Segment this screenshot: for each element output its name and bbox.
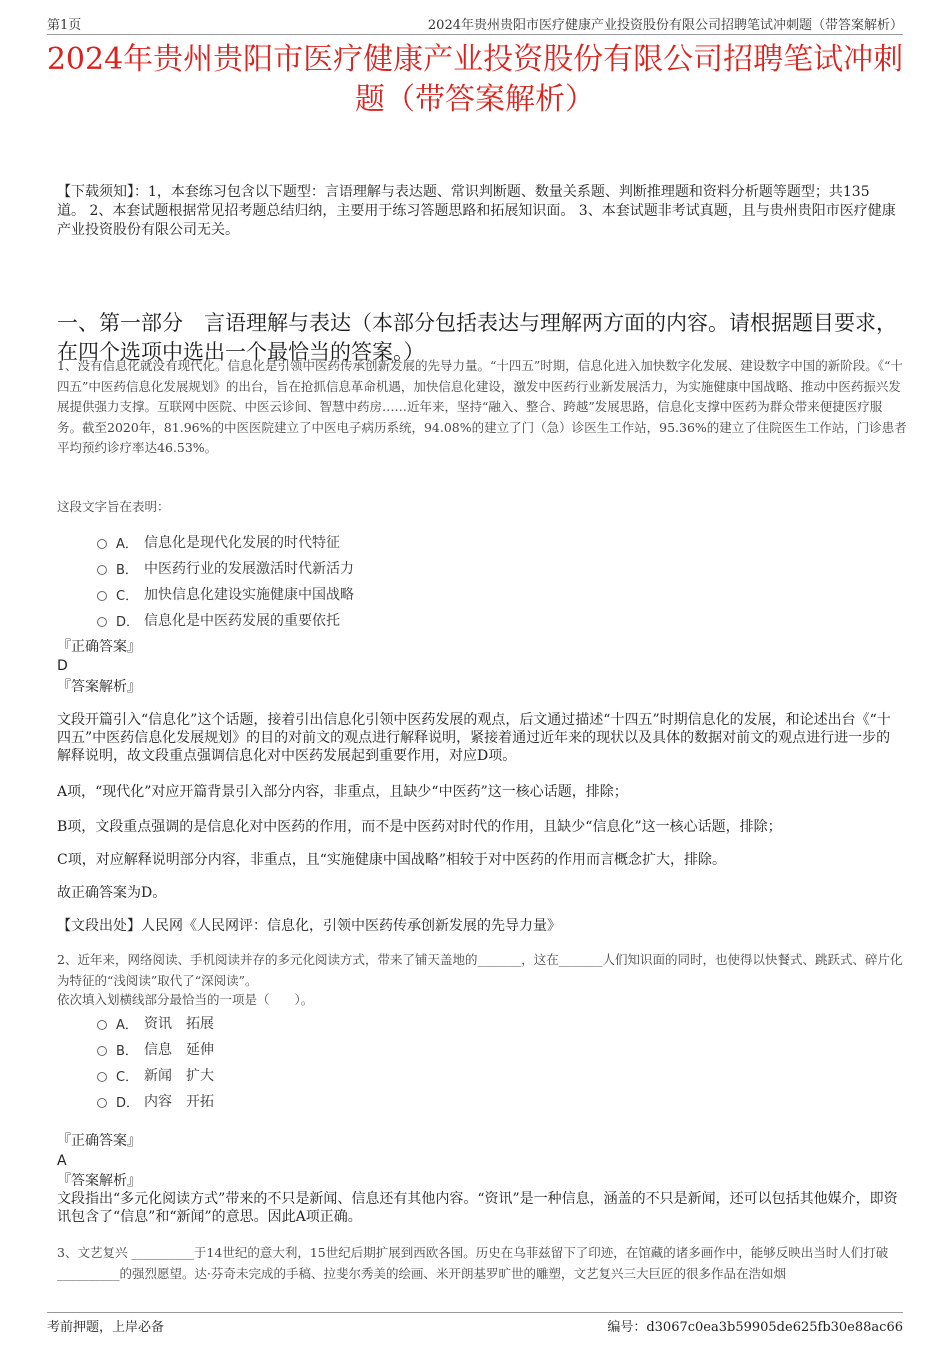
q2-analysis: 文段指出“多元化阅读方式”带来的不只是新闻、信息还有其他内容。“资讯”是一种信息，涵盖的不只是新闻，还可以包括其他媒介，即资讯包含了“信息”和“新闻”的意思。因此A项正确。	[57, 1191, 898, 1225]
q1-prompt: 这段文字旨在表明：	[57, 499, 170, 514]
radio-icon[interactable]	[97, 1020, 107, 1030]
q1-analysis-main: 文段开篇引入“信息化”这个话题，接着引出信息化引领中医药发展的观点，后文通过描述“十四五”时期信息化的发展，和论述出台《“十四五”中医药信息化发展规划》的目的对前文的观点进行解释说明，紧接着通过近年来的现状以及具体的数据对前文的观点进行进一步的解释说明，故文段重点强调信息化对中医药发展起到重要作用，对应D项。	[57, 712, 891, 764]
q1-source: 【文段出处】人民网《人民网评：信息化，引领中医药传承创新发展的先导力量》	[57, 918, 561, 934]
q1-analysis-a: A项，“现代化”对应开篇背景引入部分内容，非重点，且缺少“中医药”这一核心话题，排除；	[57, 784, 628, 800]
radio-icon[interactable]	[97, 1098, 107, 1108]
q2-option-b[interactable]: B． 信息 延伸	[97, 1036, 214, 1062]
q1-option-a[interactable]: A． 信息化是现代化发展的时代特征	[97, 529, 354, 555]
radio-icon[interactable]	[97, 1072, 107, 1082]
q2-options	[97, 1010, 214, 1114]
q1-option-d[interactable]: D． 信息化是中医药发展的重要依托	[97, 607, 354, 633]
section-title: 一、第一部分 言语理解与表达（本部分包括表达与理解两方面的内容。请根据题目要求，在四个选项中选出一个最恰当的答案。）	[57, 311, 897, 364]
radio-icon[interactable]	[97, 591, 107, 601]
header-doc-title: 2024年贵州贵阳市医疗健康产业投资股份有限公司招聘笔试冲刺题（带答案解析）	[427, 18, 903, 33]
q1-text: 1、没有信息化就没有现代化。信息化是引领中医药传承创新发展的先导力量。“十四五”时期，信息化进入加快数字化发展、建设数字中国的新阶段。《“十四五”中医药信息化发展规划》的出台，旨在抢抓信息革命机遇，加快信息化建设，激发中医药行业新发展活力，为实施健康中国战略、推动中医药振兴发展提供强力支撑。互联网中医院、中医云诊间、智慧中药房……近年来，坚持“融入、整合、跨越”发展思路，信息化支撑中医药为群众带来便捷医疗服务。截至2020年，81.96%的中医医院建立了中医电子病历系统，94.08%的建立了门（急）诊医生工作站，95.36%的建立了住院医生工作站，门诊患者平均预约诊疗率达46.53%。	[57, 358, 907, 455]
q2-option-a[interactable]: A． 资讯 拓展	[97, 1010, 214, 1036]
radio-icon[interactable]	[97, 539, 107, 549]
q2-option-d[interactable]: D． 内容 开拓	[97, 1088, 214, 1114]
q2-prompt: 依次填入划横线部分最恰当的一项是（ ）。	[57, 992, 314, 1007]
footer-slogan: 考前押题，上岸必备	[47, 1320, 165, 1335]
q2-analysis-label: 『答案解析』	[57, 1173, 141, 1189]
page-footer	[47, 1312, 903, 1335]
page-header	[47, 12, 903, 35]
q1-option-b[interactable]: B． 中医药行业的发展激活时代新活力	[97, 555, 354, 581]
q1-analysis-label: 『答案解析』	[57, 679, 141, 695]
radio-icon[interactable]	[97, 1046, 107, 1056]
q1-option-c[interactable]: C． 加快信息化建设实施健康中国战略	[97, 581, 354, 607]
q1-answer: D	[57, 658, 68, 674]
footer-code: 编号：d3067c0ea3b59905de625fb30e88ac66	[607, 1320, 903, 1335]
q1-answer-label: 『正确答案』	[57, 639, 141, 655]
q1-options	[97, 529, 354, 633]
download-notice: 【下载须知】：1，本套练习包含以下题型：言语理解与表达题、常识判断题、数量关系题、判断推理题和资料分析题等题型；共135道。 2、本套试题根据常见招考题总结归纳，主要用于练习答题思路和拓展知识面。 3、本套试题非考试真题，且与贵州贵阳市医疗健康产业投资股份有限公司无关。	[57, 184, 896, 238]
q1-analysis-c: C项，对应解释说明部分内容，非重点，且“实施健康中国战略”相较于对中医药的作用而言概念扩大，排除。	[57, 852, 727, 868]
q2-answer: A	[57, 1153, 67, 1169]
q2-text: 2、近年来，网络阅读、手机阅读并存的多元化阅读方式，带来了铺天盖地的_______，这在_______人们知识面的同时，也使得以快餐式、跳跃式、碎片化为特征的“浅阅读”取代了“深阅读”。	[57, 952, 903, 988]
q3-text: 3、文艺复兴 __________于14世纪的意大利，15世纪后期扩展到西欧各国。历史在乌菲兹留下了印迹，在馆藏的诸多画作中，能够反映出当时人们打破 __________的强烈愿望。达·芬奇未完成的手稿、拉斐尔秀美的绘画、米开朗基罗旷世的雕塑，文艺复兴三大巨匠的很多作品在浩如烟	[57, 1245, 889, 1281]
q1-conclusion: 故正确答案为D。	[57, 885, 167, 901]
radio-icon[interactable]	[97, 617, 107, 627]
page-title: 2024年贵州贵阳市医疗健康产业投资股份有限公司招聘笔试冲刺题（带答案解析）	[46, 42, 904, 117]
q1-analysis-b: B项，文段重点强调的是信息化对中医药的作用，而不是中医药对时代的作用，且缺少“信息化”这一核心话题，排除；	[57, 819, 782, 835]
radio-icon[interactable]	[97, 565, 107, 575]
page-number: 第1页	[47, 18, 82, 33]
q2-answer-label: 『正确答案』	[57, 1133, 141, 1149]
q2-option-c[interactable]: C． 新闻 扩大	[97, 1062, 214, 1088]
